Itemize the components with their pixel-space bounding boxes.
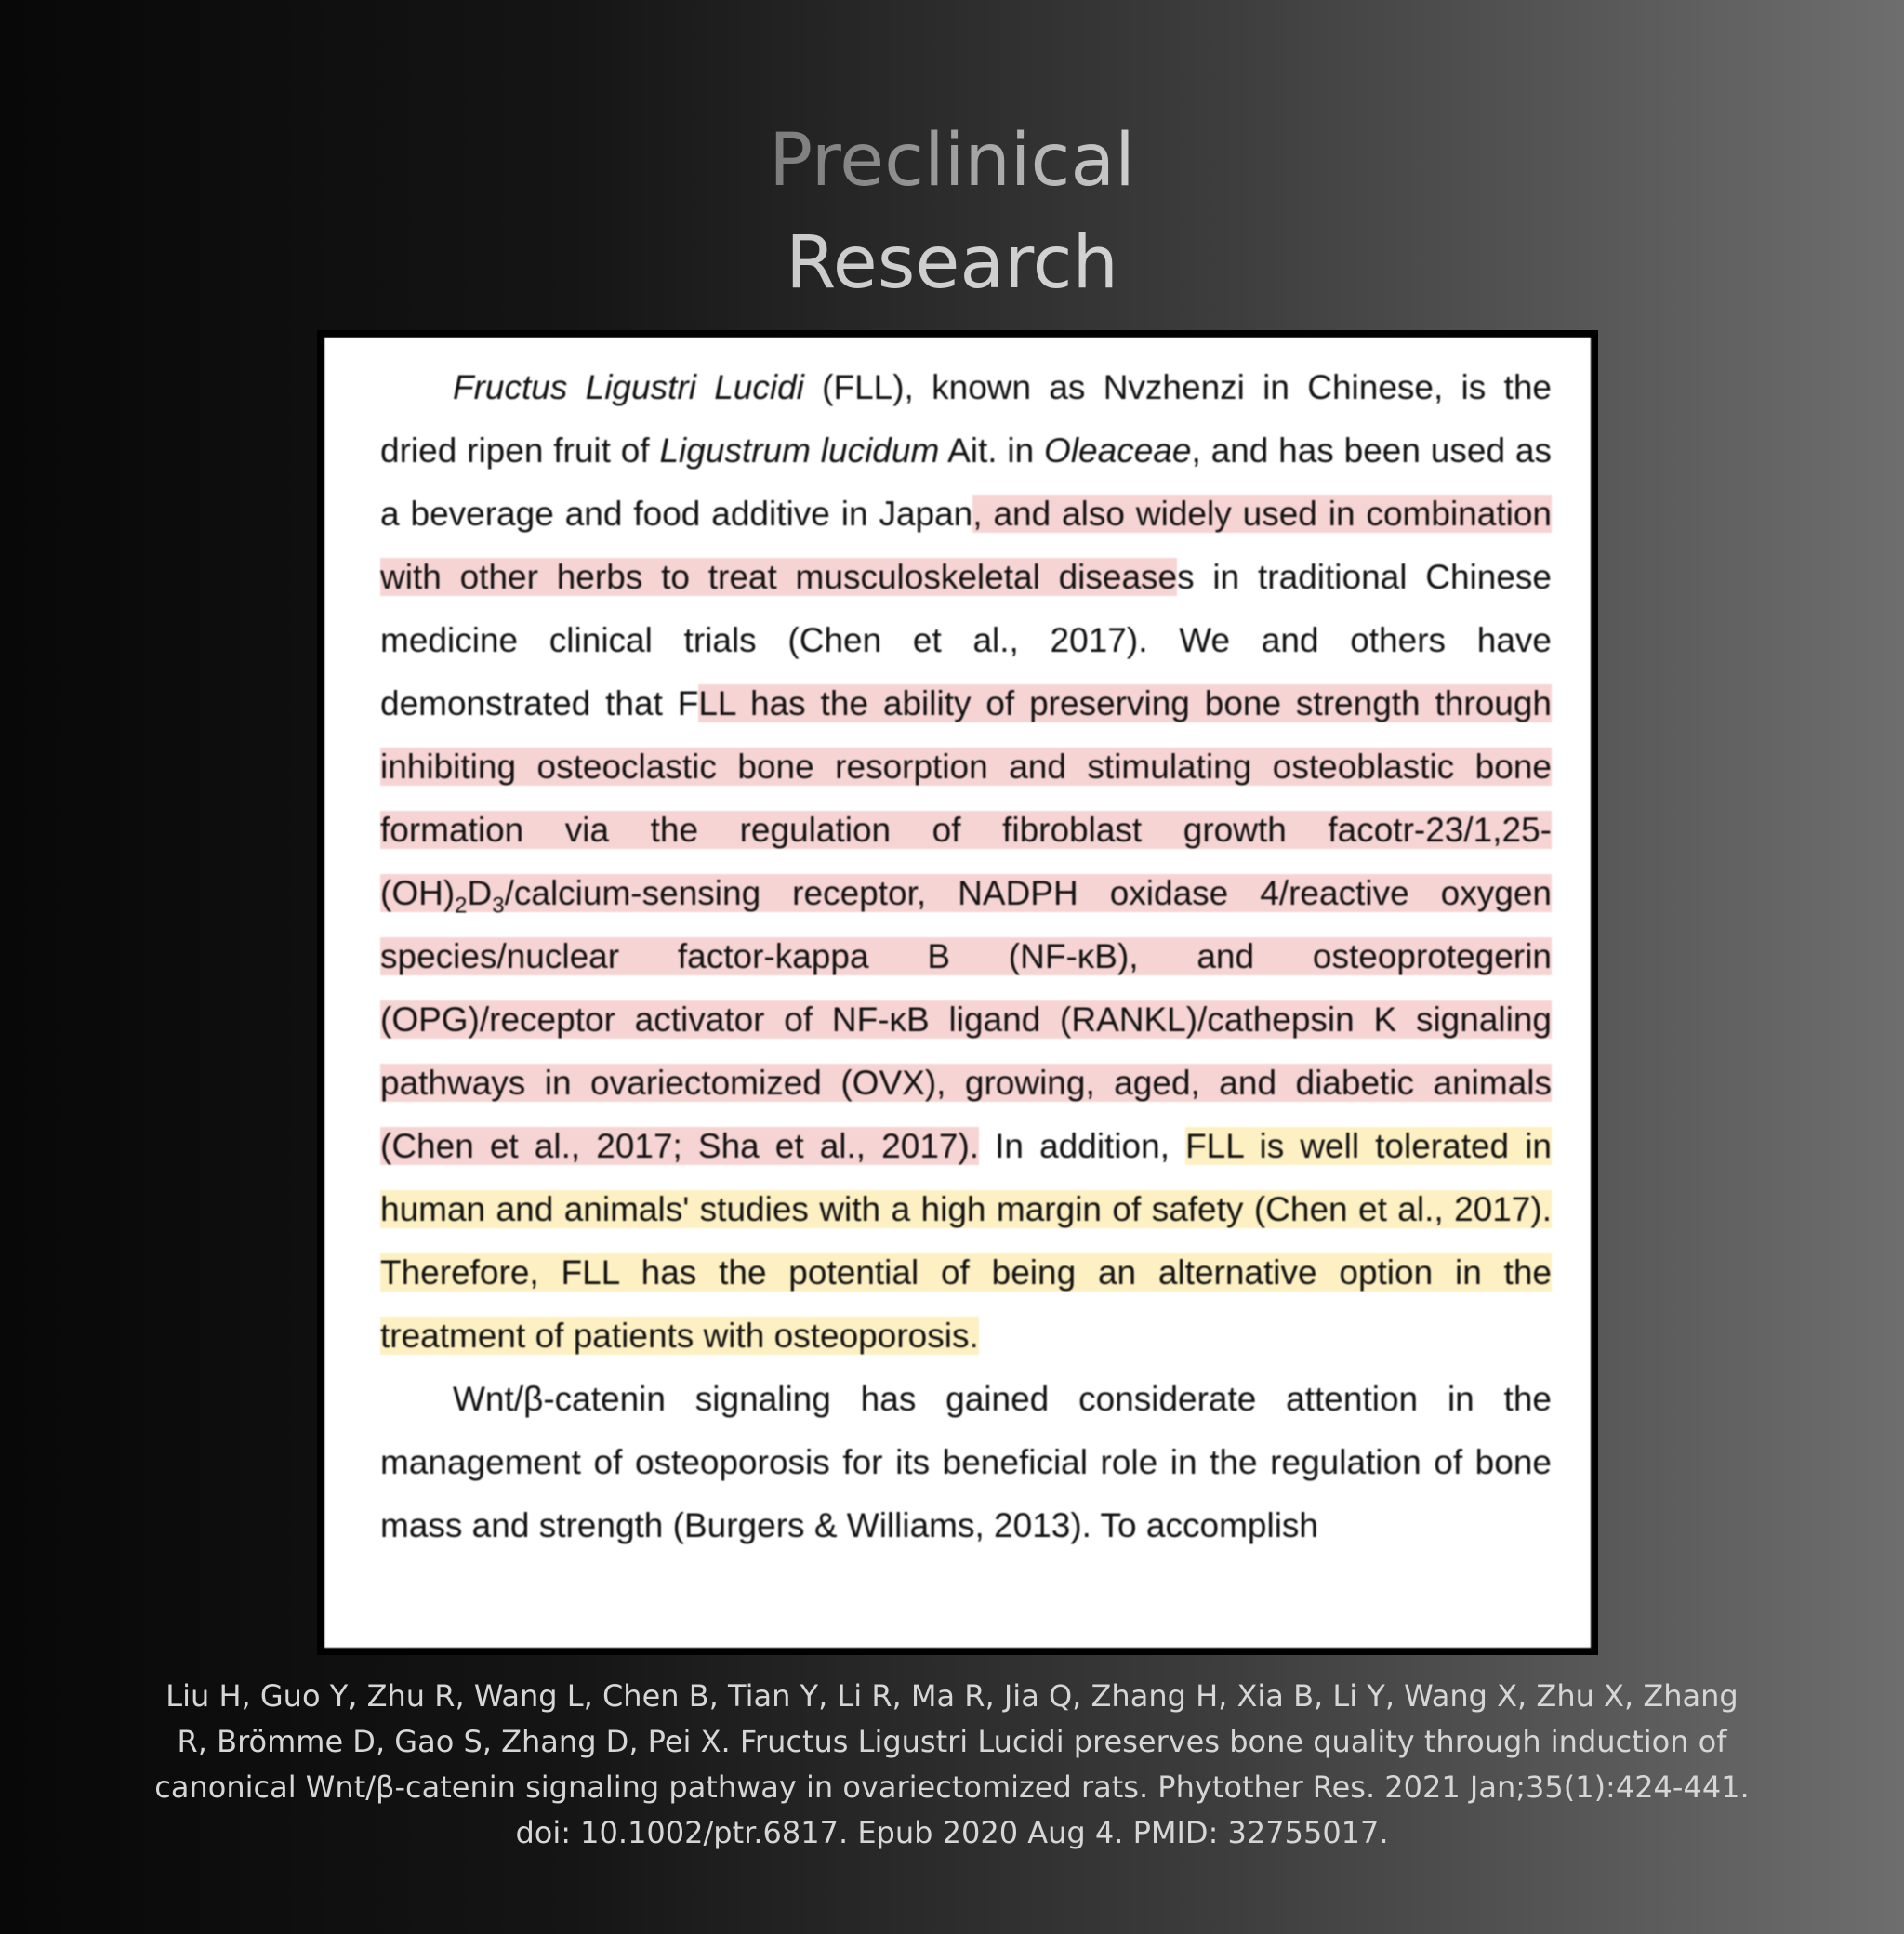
citation: Liu H, Guo Y, Zhu R, Wang L, Chen B, Tian Y, Li R, Ma R, Jia Q, Zhang H, Xia B, Li Y, Wang X, Zhu X, Zhang R, Brömme D, Gao S, Zhang D, Pei X. Fructus Ligustri Lucidi preserves bone quality through induction of canonical Wnt/β-catenin signaling pathway in ovariectomized rats. Phytother Res. 2021 Jan;35(1):424-441. doi: 10.1002/ptr.6817. Epub 2020 Aug 4. PMID: 32755017. [154, 1678, 1750, 1850]
text-span: s in traditional Chinese medicine clinical trials (Chen et al., 2017). We and others have demonstrated that F [380, 558, 1552, 722]
subscript: 3 [492, 893, 505, 919]
text-span: Ait. in [939, 431, 1045, 470]
yellow-highlight: FLL is well tolerated in human and animals' studies with a high margin of safety (Chen et al., 2017). Therefore, FLL has the potential of being an alternative option in the treatment of patients with osteoporosis. [380, 1127, 1552, 1355]
pink-highlight: , and also widely used in combination with other herbs to treat musculoskeletal disease [380, 495, 1552, 596]
page-title [0, 110, 1904, 314]
text-span: (FLL), known as Nvzhenzi in Chinese, is the dried ripen fruit of [380, 368, 1552, 470]
text-span: /calcium-sensing receptor, NADPH oxidase 4/reactive oxygen species/nuclear factor-kappa B (NF-κB), and osteoprotegerin (OPG)/receptor activator of NF-κB ligand (RANKL)/cathepsin K signaling pathways in ovariectomized (OVX), growing, ag [380, 874, 1552, 1102]
title-line-2: Research [0, 212, 1904, 314]
family-name: Oleaceae [1044, 431, 1192, 470]
text-span: LL has the ability of preserving bone strength through inhibiting osteoclastic bone resorption and stimulating osteoblastic bone formation via the regulation of fibroblast growth facotr-23/1,25-(OH) [380, 684, 1552, 912]
excerpt-paragraph-2: Wnt/β-catenin signaling has gained considerate attention in the management of osteoporosis for its beneficial role in the regulation of bone mass and strength (Burgers & Williams, 2013). To accomplish [380, 1380, 1552, 1544]
species-name: Ligustrum lucidum [659, 431, 940, 470]
text-span: In addition, [979, 1127, 1186, 1165]
pink-highlight [380, 684, 1552, 1102]
excerpt-paragraph-1 [380, 356, 1552, 1368]
excerpt-frame [317, 330, 1598, 1655]
subscript: 2 [455, 893, 468, 919]
text-span: , and has been used as a beverage and food additive in Japan [380, 431, 1552, 533]
text-span: D [467, 874, 493, 912]
paper-excerpt [324, 338, 1591, 1648]
title-line-1: Preclinical [0, 110, 1904, 212]
species-name: Fructus Ligustri Lucidi [453, 368, 804, 406]
pink-highlight: ed, and diabetic animals (Chen et al., 2017; Sha et al., 2017). [380, 1064, 1552, 1165]
